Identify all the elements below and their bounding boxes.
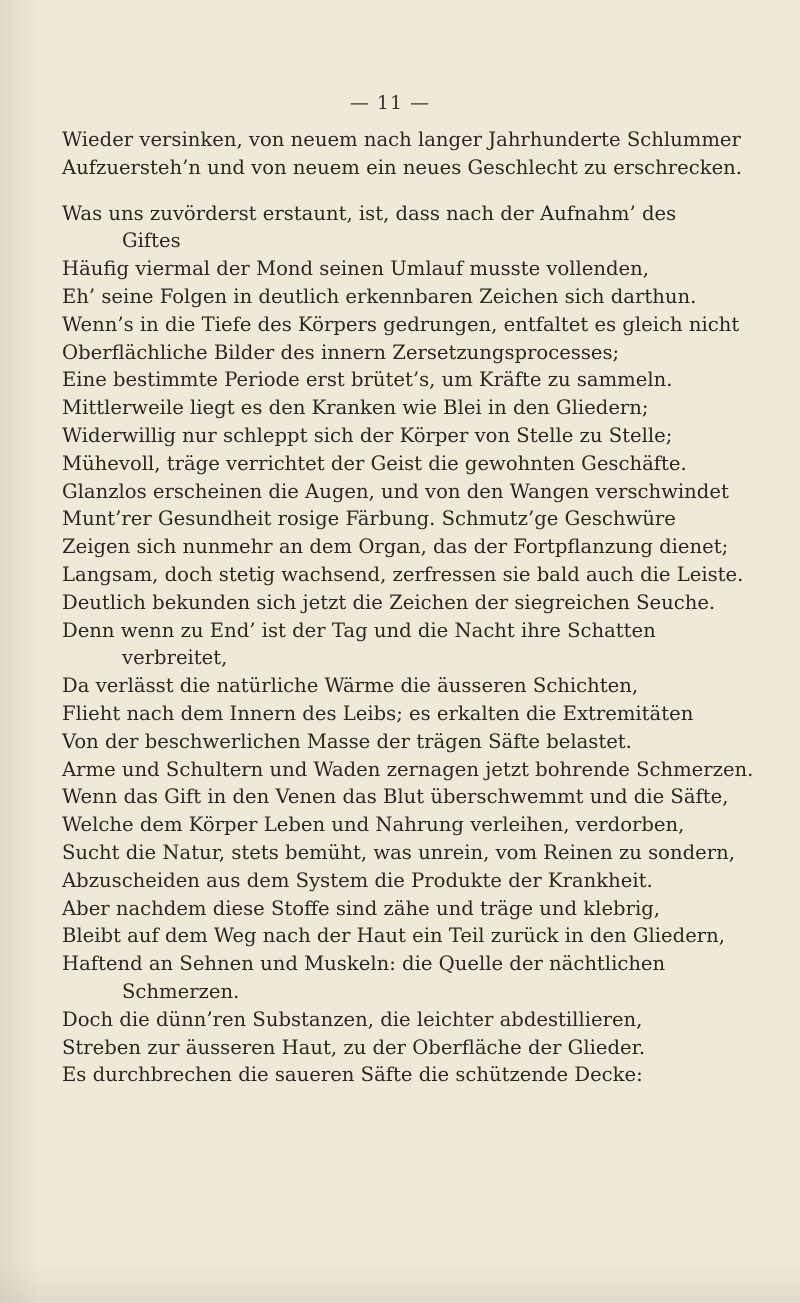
poem-line: Deutlich bekunden sich jetzt die Zeichen der siegreichen Seuche. <box>62 590 716 614</box>
poem-line: Haftend an Sehnen und Muskeln: die Quelle der nächtlichen <box>62 952 666 976</box>
poem-line: Schmerzen. <box>122 979 240 1003</box>
poem-line: Da verlässt die natürliche Wärme die äusseren Schichten, <box>62 674 639 698</box>
poem-line: Oberflächliche Bilder des innern Zersetzungsprocesses; <box>62 340 620 364</box>
poem-line: Zeigen sich nunmehr an dem Organ, das der Fortpflanzung dienet; <box>62 535 729 559</box>
poem-line: Es durchbrechen die saueren Säfte die schützende Decke: <box>62 1063 643 1087</box>
poem-line: Doch die dünn’ren Substanzen, die leichter abdestillieren, <box>62 1007 643 1031</box>
poem-line: Mühevoll, träge verrichtet der Geist die gewohnten Geschäfte. <box>62 451 687 475</box>
stanza <box>62 200 762 1090</box>
poem-line: Glanzlos erscheinen die Augen, und von den Wangen verschwindet <box>62 479 729 503</box>
poem-line: Wenn’s in die Tiefe des Körpers gedrungen, entfaltet es gleich nicht <box>62 312 740 336</box>
poem-line: Mittlerweile liegt es den Kranken wie Blei in den Gliedern; <box>62 396 649 420</box>
poem-line: Von der beschwerlichen Masse der trägen Säfte belastet. <box>62 729 632 753</box>
poem-line: verbreitet, <box>122 646 228 670</box>
poem-line: Arme und Schultern und Waden zernagen jetzt bohrende Schmerzen. <box>62 757 754 781</box>
poem-line: Wenn das Gift in den Venen das Blut überschwemmt und die Säfte, <box>62 785 729 809</box>
poem-text <box>62 126 762 1107</box>
poem-line: Eine bestimmte Periode erst brütet’s, um Kräfte zu sammeln. <box>62 368 673 392</box>
poem-line: Welche dem Körper Leben und Nahrung verleihen, verdorben, <box>62 813 685 837</box>
poem-line: Denn wenn zu End’ ist der Tag und die Nacht ihre Schatten <box>62 618 656 642</box>
poem-line: Eh’ seine Folgen in deutlich erkennbaren Zeichen sich darthun. <box>62 284 697 308</box>
poem-line: Widerwillig nur schleppt sich der Körper von Stelle zu Stelle; <box>62 423 673 447</box>
poem-line: Streben zur äusseren Haut, zu der Oberfläche der Glieder. <box>62 1035 646 1059</box>
poem-line: Aufzuersteh’n und von neuem ein neues Geschlecht zu erschrecken. <box>62 155 743 179</box>
poem-line: Häufig viermal der Mond seinen Umlauf musste vollenden, <box>62 257 649 281</box>
poem-line: Abzuscheiden aus dem System die Produkte der Krankheit. <box>62 868 653 892</box>
poem-line: Giftes <box>122 229 181 253</box>
poem-line: Langsam, doch stetig wachsend, zerfressen sie bald auch die Leiste. <box>62 562 744 586</box>
poem-line: Wieder versinken, von neuem nach langer Jahrhunderte Schlummer <box>62 128 741 151</box>
poem-line: Flieht nach dem Innern des Leibs; es erkalten die Extremitäten <box>62 701 694 725</box>
poem-line: Bleibt auf dem Weg nach der Haut ein Teil zurück in den Gliedern, <box>62 924 726 948</box>
page-number: — 11 — <box>349 92 431 114</box>
poem-line: Sucht die Natur, stets bemüht, was unrein, vom Reinen zu sondern, <box>62 840 735 864</box>
poem-line: Munt’rer Gesundheit rosige Färbung. Schmutz’ge Geschwüre <box>62 507 676 531</box>
stanza <box>62 126 762 182</box>
poem-line: Aber nachdem diese Stoffe sind zähe und träge und klebrig, <box>62 896 660 920</box>
poem-line: Was uns zuvörderst erstaunt, ist, dass nach der Aufnahm’ des <box>62 201 677 225</box>
